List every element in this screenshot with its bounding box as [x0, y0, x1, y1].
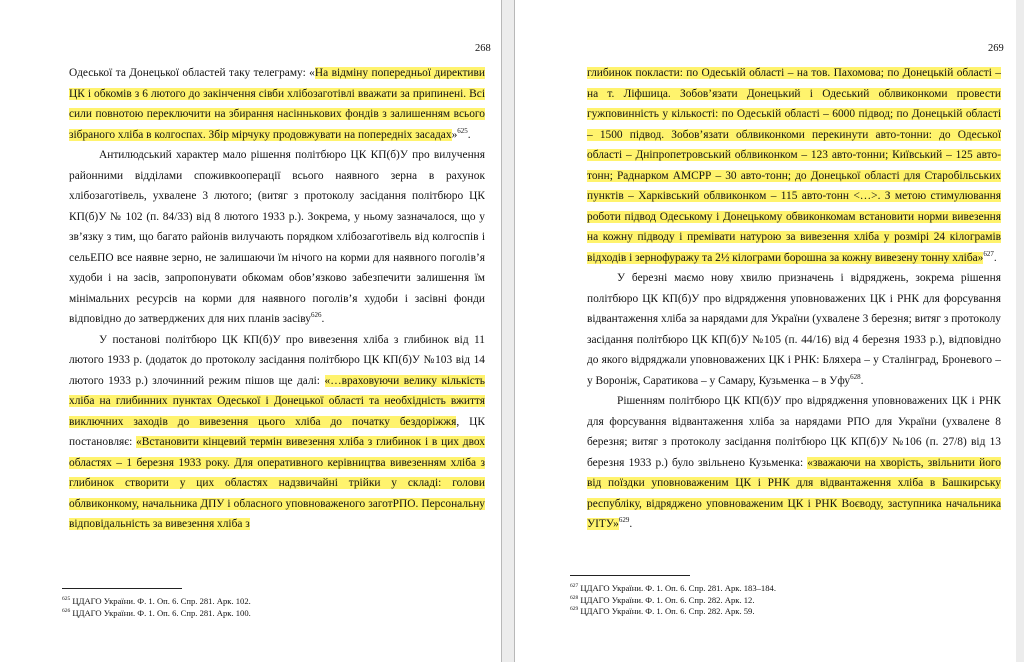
highlighted-quote: «Встановити кінцевий термін вивезення хліба з глибинок і в цих двох областях – 1 березня 1933 року. Для оперативного керівництва вивезенням хліба з глибинок створити у цих областях надзвичайні трійки у складі: голови облвиконкому, начальника ДПУ і обласного уповноваженого заготРПО. Персональну відповідальність за вивезення хліба з: [69, 436, 485, 530]
highlighted-quote: На відміну попередньої директиви ЦК і обкомів з 6 лютого до закінчення сівби хлібозаготівлі вважати за припинені. Всі сили повнотою переключити на збирання насіннькових фондів з залишенням всього зібраного хліба в колгоспах. Збір мірчуку продовжувати на попередніх засадах: [69, 67, 485, 141]
footnotes: [570, 583, 776, 618]
footnote-ref[interactable]: 628: [850, 372, 861, 381]
page-body: [69, 63, 485, 535]
footnote-ref[interactable]: 626: [310, 311, 322, 320]
footnote-text: ЦДАГО України. Ф. 1. Оп. 6. Спр. 282. Арк. 12.: [580, 594, 755, 605]
highlighted-quote: «зважаючи на хворість, звільнити його від поїздки уповноваженим ЦК і РНК для відвантаження хліба в Башкирську республіку, відряджено уповноваженим ЦК і РНК Воєводу, заступника начальника УІТУ»: [587, 456, 1001, 530]
paragraph: У березні маємо нову хвилю призначень і відряджень, зокрема рішення політбюро ЦК КП(б)У про відрядження уповноважених ЦК і РНК для форсування відвантаження хліба за нарядами для України (ухвалене 3 березня; витяг з протоколу засідання політбюро ЦК КП(б)У №105 (п. 44/16) від 4 березня 1933 р.), відповідно до якого відряджали уповноважених ЦК і РНК: Бляхера – у Сталінград, Броневого – у Вороніж, Саратикова – у Самару, Кузьменка – в Уфу$^{628}$.: [587, 272, 1001, 387]
footnote-ref[interactable]: 625: [457, 126, 468, 135]
footnote-text: ЦДАГО України. Ф. 1. Оп. 6. Спр. 282. Арк. 59.: [580, 606, 755, 616]
paragraph: глибинок покласти: по Одеській області – на тов. Пахомова; по Донецькій області – на т. Ліфшица. Зобов’язати Донецький і Одеський облвиконкоми провести гужповинність у кількості: по Одеській області – 6000 підвод; по Донецькій області – 1500 підвод. Зобов’язати облвиконкоми перекинути авто-тонни: до Одеської області – Дніпропетровський облвиконком – 123 авто-тонни; Київський – 125 авто-тонн; Раднарком АМСРР – 30 авто-тонн; до Донецької області для Старобільських пунктів – Харківський облвиконком – 115 авто-тонн <…>. З метою стимулювання роботи підвод Одеському і Донецькому обвиконкомам встановити норми вивезення на кожну підводу і премівати натурою за вивезення хліба у розмірі 24 кілограмів відходів і зернофуражу та 2½ кілограми борошна за кожну вивезену тонну хліба»$^{627}$.: [587, 67, 1001, 264]
text-run: Антилюдський характер мало рішення політбюро ЦК КП(б)У про вилучення районними відділами споживкооперації всього наявного зерна в рахунок хлібозаготівель, ухвалене 3 лютого; (витяг з протоколу засідання політбюро ЦК КП(б)У № 102 (п. 84/33) від 8 лютого 1933 р.). Зокрема, у ньому зазначалося, що у зв’язку з тим, що багато районів вилучають порядком хлібозаготівель від колгоспів і сельЕПО все наявне зерно, не залишаючи їм нічого на корми для наявного поголів’я худоби і на засів, запропонувати обкомам обов’язково забезпечити залишення їм мінімальних ресурсів на корми для наявного поголів’я худоби і засівні фонди відповідно до затверджених для них планів засіву: [69, 149, 485, 325]
footnote-separator: [570, 575, 690, 576]
page-number: 268: [475, 43, 491, 54]
footnote-text: ЦДАГО України. Ф. 1. Оп. 6. Спр. 281. Арк. 100.: [72, 607, 251, 618]
text-run: У березні маємо нову хвилю призначень і відряджень, зокрема рішення політбюро ЦК КП(б)У про відрядження уповноважених ЦК і РНК для форсування відвантаження хліба за нарядами для України (ухвалене 3 березня; витяг з протоколу засідання політбюро ЦК КП(б)У №105 (п. 44/16) від 4 березня 1933 р.), відповідно до якого відряджали уповноважених ЦК і РНК: Бляхера – у Сталінград, Броневого – у Вороніж, Саратикова – у Самару, Кузьменка – в Уфу: [587, 272, 1001, 387]
paragraph: Одеської та Донецької областей таку телеграму: «На відміну попередньої директиви ЦК і обкомів з 6 лютого до закінчення сівби хлібозаготівлі вважати за припинені. Всі сили повнотою переключити на збирання насіннькових фондів з залишенням всього зібраного хліба в колгоспах. Збір мірчуку продовжувати на попередніх засадах»$^{625}$.: [69, 67, 485, 141]
footnote-separator: [62, 588, 182, 589]
text-run: »: [451, 128, 458, 141]
text-run: Одеської та Донецької областей таку телеграму: «: [69, 67, 315, 79]
footnote-ref[interactable]: 627: [983, 249, 994, 258]
footnote-text: ЦДАГО України. Ф. 1. Оп. 6. Спр. 281. Арк. 183–184.: [580, 583, 776, 593]
text-run: Рішенням політбюро ЦК КП(б)У про відрядження уповноважених ЦК і РНК для форсування відвантаження хліба за нарядами РПО для України (ухвалене 8 березня; витяг з протоколу засідання політбюро ЦК КП(б)У №106 (п. 27/8) від 13 березня 1933 р.) було звільнено Кузьменка:: [587, 395, 1001, 469]
footnote-number: 628: [570, 594, 579, 601]
highlighted-quote: «…враховуючи велику кількість хліба на глибинних пунктах Одеської і Донецької області та необхідність вжиття виключних заходів до вивезення цього хліба до початку бездоріжжя: [69, 374, 486, 428]
text-run: .: [629, 518, 633, 530]
footnote: [570, 606, 776, 618]
right-page: [514, 0, 1016, 662]
paragraph: Антилюдський характер мало рішення політбюро ЦК КП(б)У про вилучення районними відділами споживкооперації всього наявного зерна в рахунок хлібозаготівель, ухвалене 3 лютого; (витяг з протоколу засідання політбюро ЦК КП(б)У № 102 (п. 84/33) від 8 лютого 1933 р.). Зокрема, у ньому зазначалося, що у зв’язку з тим, що багато районів вилучають порядком хлібозаготівель від колгоспів і сельЕПО все наявне зерно, не залишаючи їм нічого на корми для наявного поголів’я худоби і на засів, запропонувати обкомам обов’язково забезпечити залишення їм мінімальних ресурсів на корми для наявного поголів’я худоби і засівні фонди відповідно до затверджених для них планів засіву$^{626}$.: [69, 149, 485, 325]
footnote-ref[interactable]: 629: [618, 516, 630, 525]
text-run: , ЦК постановляє:: [69, 415, 485, 448]
highlighted-quote: глибинок покласти: по Одеській області – на тов. Пахомова; по Донецькій області – на т. Ліфшица. Зобов’язати Донецький і Одеський облвиконкоми провести гужповинність у кількості: по Одеській області – 6000 підвод; по Донецькій області – 1500 підвод. Зобов’язати облвиконкоми перекинути авто-тонни: до Одеської області – Дніпропетровський облвиконком – 123 авто-тонни; Київський – 125 авто-тонн; Раднарком АМСРР – 30 авто-тонн; до Донецької області для Старобільських пунктів – Харківський облвиконком – 115 авто-тонн <…>. З метою стимулювання роботи підвод Одеському і Донецькому обвиконкомам встановити норми вивезення на кожну підводу і премівати натурою за вивезення хліба у розмірі 24 кілограмів відходів і зернофуражу та 2½ кілограми борошна за кожну вивезену тонну хліба»: [587, 67, 1001, 264]
footnote: [62, 596, 251, 608]
footnote-number: 629: [570, 606, 579, 613]
footnote-text: ЦДАГО України. Ф. 1. Оп. 6. Спр. 281. Арк. 102.: [72, 596, 251, 606]
footnote-number: 627: [570, 583, 579, 590]
footnote-number: 625: [62, 596, 71, 603]
footnotes: [62, 596, 251, 619]
text-run: У постанові політбюро ЦК КП(б)У про вивезення хліба з глибинок від 11 лютого 1933 р. (додаток до протоколу засідання політбюро ЦК КП(б)У №103 від 14 лютого 1933 р.) злочинний режим пішов ще далі:: [69, 333, 485, 387]
footnote: [570, 583, 776, 595]
footnote-number: 626: [62, 607, 71, 614]
page-body: [587, 63, 1001, 535]
paragraph: [69, 330, 485, 535]
paragraph: [587, 391, 1001, 535]
footnote: [62, 608, 251, 620]
left-page: [0, 0, 502, 662]
footnote: [570, 595, 776, 607]
page-number: 269: [988, 43, 1004, 54]
